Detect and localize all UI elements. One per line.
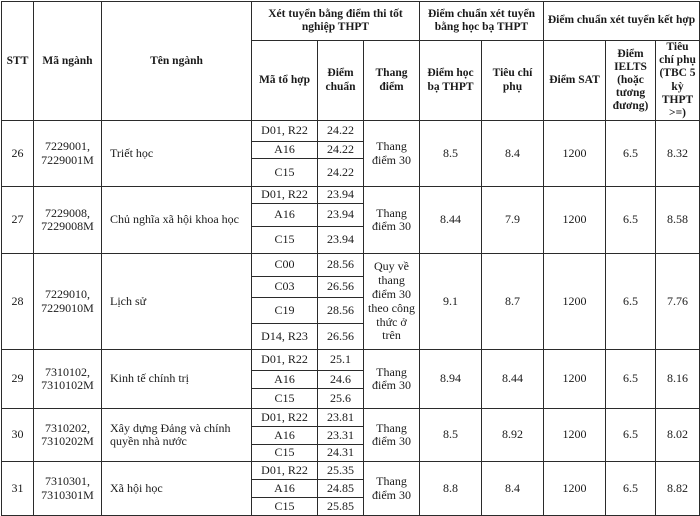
table-row: [2, 254, 700, 277]
cell-tieu-chi-phu: 8.92: [482, 409, 544, 462]
cell-ma-to-hop: D01, R22: [252, 409, 318, 427]
header-diem-ielts: Điểm IELTS (hoặc tương đương): [606, 41, 656, 121]
table-body: [2, 121, 700, 516]
cell-diem-chuan: 25.85: [318, 498, 364, 516]
header-diem-chuan: Điểm chuẩn: [318, 41, 364, 121]
cell-ma-to-hop: D01, R22: [252, 187, 318, 204]
cell-diem-chuan: 24.22: [318, 121, 364, 142]
cell-diem-chuan: 24.22: [318, 159, 364, 187]
header-group-kethop: Điểm chuẩn xét tuyển kết hợp: [544, 2, 700, 41]
cell-ma-to-hop: A16: [252, 204, 318, 227]
header-group-hocba: Điểm chuẩn xét tuyển bằng học bạ THPT: [420, 2, 544, 41]
cell-ten-nganh: Xây dựng Đảng và chính quyền nhà nước: [102, 409, 252, 462]
cell-ma-to-hop: C15: [252, 445, 318, 462]
cell-ten-nganh: Chủ nghĩa xã hội khoa học: [102, 187, 252, 254]
header-tieu-chi-phu-2: Tiêu chí phụ (TBC 5 kỳ THPT >=): [656, 41, 700, 121]
cell-diem-ielts: 6.5: [606, 121, 656, 187]
cell-diem-chuan: 23.81: [318, 409, 364, 427]
cell-ma-to-hop: A16: [252, 142, 318, 159]
cell-ma-to-hop: C15: [252, 227, 318, 254]
cell-diem-hoc-ba: 8.5: [420, 409, 482, 462]
admission-scores-table: [1, 1, 700, 516]
cell-thang-diem: Thang điểm 30: [364, 462, 420, 516]
header-diem-hoc-ba: Điểm học bạ THPT: [420, 41, 482, 121]
cell-thang-diem: Thang điểm 30: [364, 187, 420, 254]
cell-stt: 29: [2, 350, 34, 409]
cell-thang-diem: Thang điểm 30: [364, 121, 420, 187]
cell-diem-chuan: 26.56: [318, 277, 364, 298]
table-row: [2, 462, 700, 480]
cell-diem-sat: 1200: [544, 350, 606, 409]
header-ma-nganh: Mã ngành: [34, 2, 102, 121]
cell-tieu-chi-phu-2: 8.16: [656, 350, 700, 409]
cell-stt: 31: [2, 462, 34, 516]
header-group-thpt: Xét tuyển bằng điểm thi tốt nghiệp THPT: [252, 2, 420, 41]
table-row: [2, 409, 700, 427]
cell-ma-nganh: 7229008, 7229008M: [34, 187, 102, 254]
table-row: [2, 350, 700, 371]
cell-diem-chuan: 28.56: [318, 298, 364, 324]
cell-ma-to-hop: D14, R23: [252, 324, 318, 350]
cell-diem-chuan: 23.31: [318, 427, 364, 445]
table-header: [2, 2, 700, 121]
header-tieu-chi-phu: Tiêu chí phụ: [482, 41, 544, 121]
cell-diem-sat: 1200: [544, 254, 606, 350]
header-diem-sat: Điểm SAT: [544, 41, 606, 121]
cell-diem-ielts: 6.5: [606, 409, 656, 462]
cell-diem-chuan: 26.56: [318, 324, 364, 350]
cell-ten-nganh: Triết học: [102, 121, 252, 187]
cell-diem-chuan: 24.22: [318, 142, 364, 159]
cell-ma-nganh: 7229010, 7229010M: [34, 254, 102, 350]
cell-diem-ielts: 6.5: [606, 350, 656, 409]
cell-diem-ielts: 6.5: [606, 254, 656, 350]
cell-diem-sat: 1200: [544, 121, 606, 187]
cell-ma-to-hop: D01, R22: [252, 462, 318, 480]
cell-ma-to-hop: A16: [252, 480, 318, 498]
cell-ma-nganh: 7310102, 7310102M: [34, 350, 102, 409]
cell-thang-diem: Thang điểm 30: [364, 350, 420, 409]
header-ten-nganh: Tên ngành: [102, 2, 252, 121]
cell-diem-hoc-ba: 8.94: [420, 350, 482, 409]
cell-tieu-chi-phu-2: 8.82: [656, 462, 700, 516]
cell-ten-nganh: Lịch sử: [102, 254, 252, 350]
cell-diem-chuan: 28.56: [318, 254, 364, 277]
cell-diem-hoc-ba: 8.8: [420, 462, 482, 516]
cell-diem-chuan: 23.94: [318, 227, 364, 254]
cell-ma-to-hop: C15: [252, 159, 318, 187]
cell-tieu-chi-phu: 8.7: [482, 254, 544, 350]
cell-diem-chuan: 24.85: [318, 480, 364, 498]
cell-diem-chuan: 23.94: [318, 187, 364, 204]
cell-ma-nganh: 7310301, 7310301M: [34, 462, 102, 516]
header-thang-diem: Thang điểm: [364, 41, 420, 121]
cell-thang-diem: Quy về thang điểm 30 theo công thức ở trên: [364, 254, 420, 350]
cell-ten-nganh: Kinh tế chính trị: [102, 350, 252, 409]
header-stt: STT: [2, 2, 34, 121]
cell-ma-to-hop: C19: [252, 298, 318, 324]
table-row: [2, 121, 700, 142]
cell-tieu-chi-phu-2: 8.32: [656, 121, 700, 187]
cell-ma-to-hop: C00: [252, 254, 318, 277]
cell-diem-chuan: 24.6: [318, 371, 364, 389]
cell-ma-nganh: 7310202, 7310202M: [34, 409, 102, 462]
cell-tieu-chi-phu: 8.4: [482, 462, 544, 516]
cell-diem-chuan: 25.35: [318, 462, 364, 480]
cell-diem-chuan: 25.6: [318, 389, 364, 409]
cell-ma-to-hop: D01, R22: [252, 350, 318, 371]
header-ma-to-hop: Mã tổ hợp: [252, 41, 318, 121]
cell-stt: 27: [2, 187, 34, 254]
cell-ma-to-hop: C15: [252, 498, 318, 516]
cell-diem-hoc-ba: 8.44: [420, 187, 482, 254]
cell-tieu-chi-phu-2: 8.02: [656, 409, 700, 462]
cell-ma-to-hop: D01, R22: [252, 121, 318, 142]
cell-diem-hoc-ba: 8.5: [420, 121, 482, 187]
cell-stt: 30: [2, 409, 34, 462]
cell-tieu-chi-phu-2: 8.58: [656, 187, 700, 254]
cell-ma-to-hop: A16: [252, 371, 318, 389]
cell-diem-ielts: 6.5: [606, 187, 656, 254]
cell-diem-sat: 1200: [544, 187, 606, 254]
cell-ma-to-hop: C03: [252, 277, 318, 298]
cell-ma-to-hop: C15: [252, 389, 318, 409]
cell-thang-diem: Thang điểm 30: [364, 409, 420, 462]
cell-stt: 26: [2, 121, 34, 187]
cell-ma-to-hop: A16: [252, 427, 318, 445]
cell-stt: 28: [2, 254, 34, 350]
cell-tieu-chi-phu-2: 7.76: [656, 254, 700, 350]
cell-diem-sat: 1200: [544, 462, 606, 516]
cell-tieu-chi-phu: 7.9: [482, 187, 544, 254]
cell-ten-nganh: Xã hội học: [102, 462, 252, 516]
cell-tieu-chi-phu: 8.4: [482, 121, 544, 187]
cell-tieu-chi-phu: 8.44: [482, 350, 544, 409]
cell-diem-ielts: 6.5: [606, 462, 656, 516]
cell-diem-sat: 1200: [544, 409, 606, 462]
cell-diem-chuan: 24.31: [318, 445, 364, 462]
cell-diem-chuan: 25.1: [318, 350, 364, 371]
cell-diem-hoc-ba: 9.1: [420, 254, 482, 350]
cell-diem-chuan: 23.94: [318, 204, 364, 227]
table-row: [2, 187, 700, 204]
cell-ma-nganh: 7229001, 7229001M: [34, 121, 102, 187]
